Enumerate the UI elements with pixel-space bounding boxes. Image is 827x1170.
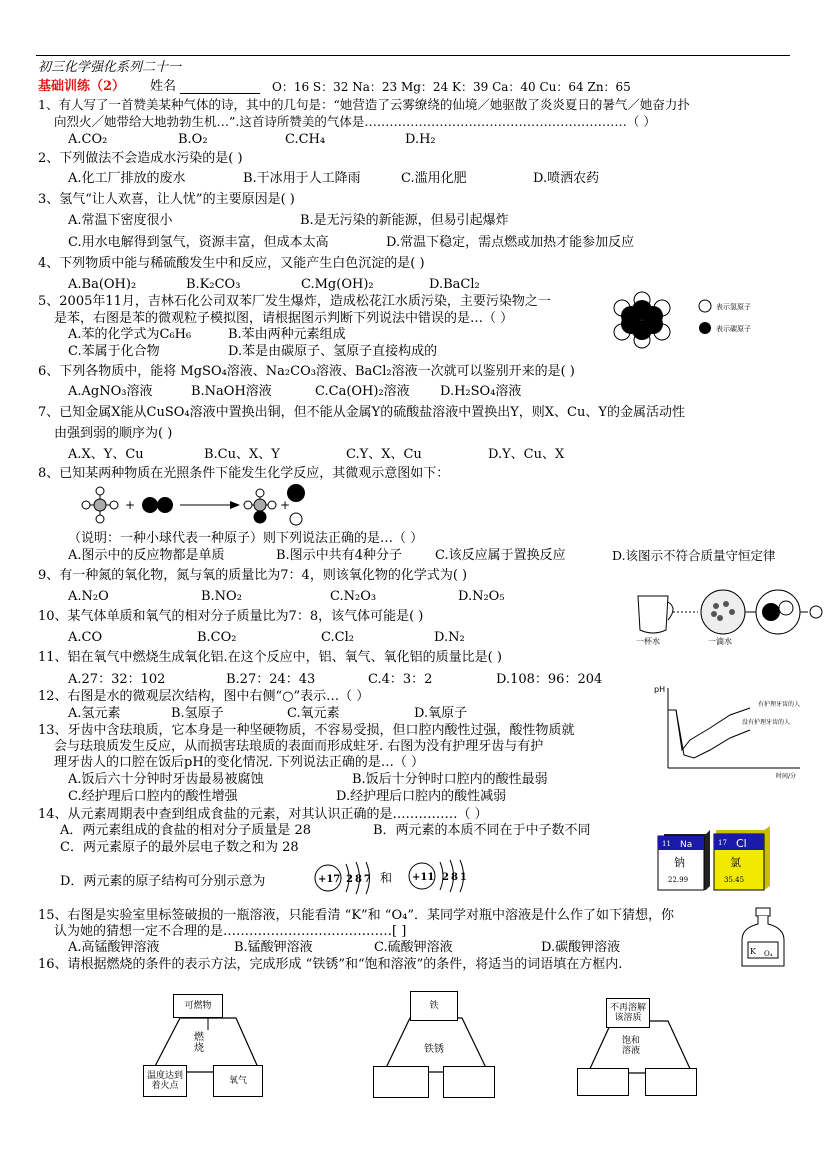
d2-right-box[interactable] [443,1066,495,1098]
and-label: 和 [380,871,393,885]
bottle-label-o4: O₄ [764,950,773,958]
periodic-table-figure [656,826,774,892]
q12-option-a[interactable]: A.氢元素 [68,706,121,721]
q9-stem: 9、有一种氮的氧化物，氮与氧的质量比为7：4，则该氧化物的化学式为( ) [38,568,468,583]
na-symbol: Na [680,840,693,850]
q8-option-b[interactable]: B.图示中共有4种分子 [276,548,402,563]
q1-option-c[interactable]: C.CH₄ [285,132,326,147]
cl-number: 17 [718,839,727,847]
legend-c-label: 表示碳原子 [716,325,751,333]
series-with-care [668,708,750,750]
q4-option-a[interactable]: A.Ba(OH)₂ [68,277,137,292]
q14-option-d[interactable]: D．两元素的原子结构可分别示意为 [60,874,266,889]
q2-option-a[interactable]: A.化工厂排放的废水 [68,171,186,186]
q9-option-b[interactable]: B.NO₂ [201,589,242,604]
q1-option-b[interactable]: B.O₂ [178,132,208,147]
q14-option-c[interactable]: C．两元素原子的最外层电子数之和为 28 [60,840,299,855]
d3-right-box[interactable] [645,1068,697,1096]
bottle-label-k: K [750,947,756,956]
drop-label: 一滴水 [708,637,732,646]
reagent-bottle-figure [738,906,788,970]
q1-line2: 向烈火／她带给大地勃勃生机…”.这首诗所赞美的气体是………………………………………………………（ ） [54,114,656,129]
q7-option-b[interactable]: B.Cu、X、Y [204,447,280,462]
q1-option-d[interactable]: D.H₂ [405,132,436,147]
q13-option-c[interactable]: C.经护理后口腔内的酸性增强 [68,789,238,804]
q4-option-b[interactable]: B.K₂CO₃ [186,277,241,292]
q6-option-d[interactable]: D.H₂SO₄溶液 [440,384,522,399]
q13-line3: 理牙齿人的口腔在饭后pH的变化情况. 下列说法正确的是…（ ） [54,755,425,770]
q13-option-a[interactable]: A.饭后六十分钟时牙齿最易被腐蚀 [68,772,264,787]
q2-option-d[interactable]: D.喷洒农药 [533,171,600,186]
q6-stem: 6、下列各物质中，能将 MgSO₄溶液、Na₂CO₃溶液、BaCl₂溶液一次就可以鉴别开来的是( ) [38,364,575,379]
q14-option-b[interactable]: B．两元素的本质不同在于中子数不同 [373,823,591,838]
d2-center-label: 铁锈 [424,1044,444,1055]
series-a-label: 有护理牙齿的人 [758,701,801,708]
atom-structure-figure [310,858,480,898]
q6-option-b[interactable]: B.NaOH溶液 [191,384,272,399]
cl-mass: 35.45 [724,876,745,884]
q13-line1: 13、牙齿中含珐琅质，它本身是一种坚硬物质，不容易受损，但口腔内酸性过强，酸性物质就 [38,723,575,738]
d3-top-box: 不再溶解该溶质 [606,998,650,1028]
q8-option-c[interactable]: C.该反应属于置换反应 [435,548,566,563]
q3-option-b[interactable]: B.是无污染的新能源，但易引起爆炸 [300,213,509,228]
q13-option-b[interactable]: B.饭后十分钟时口腔内的酸性最弱 [352,772,548,787]
q4-option-d[interactable]: D.BaCl₂ [429,277,480,292]
q3-stem: 3、氢气“让人欢喜，让人忧”的主要原因是( ) [38,192,295,207]
q3-option-a[interactable]: A.常温下密度很小 [68,213,173,228]
q8-stem: 8、已知某两种物质在光照条件下能发生化学反应，其微观示意图如下： [38,466,450,481]
q12-option-c[interactable]: C.氧元素 [287,706,340,721]
q11-option-d[interactable]: D.108：96：204 [496,672,603,687]
q10-option-b[interactable]: B.CO₂ [197,630,237,645]
ph-axis-label: pH [654,685,666,694]
q4-stem: 4、下列物质中能与稀硫酸发生中和反应，又能产生白色沉淀的是( ) [38,256,425,271]
q12-option-d[interactable]: D.氧原子 [414,706,468,721]
d1-right-box: 氧气 [213,1065,263,1097]
cup-label: 一杯水 [636,637,660,646]
na-mass: 22.99 [668,876,689,884]
q14-stem: 14、从元素周期表中查到组成食盐的元素，对其认识正确的是……………（ ） [38,807,488,822]
q11-stem: 11、铝在氧气中燃烧生成氧化铝.在这个反应中，铝、氧气、氧化铝的质量比是( ) [38,650,502,665]
header-rule [36,55,790,56]
carbon-legend-icon [699,322,711,334]
q2-option-c[interactable]: C.滥用化肥 [401,171,467,186]
q15-line2: 认为她的猜想一定不合理的是…………………………………[ ] [54,924,407,939]
time-axis-label: 时间/分 [776,773,797,780]
q8-option-a[interactable]: A.图示中的反应物都是单质 [68,548,225,563]
q5-option-b[interactable]: B.苯由两种元素组成 [228,327,346,342]
q16-stem: 16、请根据燃烧的条件的表示方法，完成形成 “铁锈”和“饱和溶液”的条件，将适当的词语填在方框内. [38,957,623,972]
q12-option-b[interactable]: B.氢原子 [171,706,224,721]
d1-center-label: 燃烧 [194,1032,204,1054]
q12-stem: 12、右图是水的微观层次结构，图中右侧“○”表示…（ ） [38,689,370,704]
cl-symbol: Cl [736,837,747,850]
q9-option-a[interactable]: A.N₂O [68,589,109,604]
q7-line2: 由强到弱的顺序为( ) [54,426,173,441]
q6-option-a[interactable]: A.AgNO₃溶液 [68,384,153,399]
q9-option-d[interactable]: D.N₂O₅ [458,589,505,604]
q11-option-b[interactable]: B.27：24：43 [226,672,316,687]
q13-line2: 会与珐琅质发生反应，从而损害珐琅质的表面而形成蛀牙. 右图为没有护理牙齿与有护 [54,739,544,754]
q7-option-c[interactable]: C.Y、X、Cu [346,447,422,462]
na-nucleus: +11 [412,872,435,883]
q11-option-c[interactable]: C.4：3：2 [368,672,433,687]
q15-option-d[interactable]: D.碳酸钾溶液 [541,940,621,955]
q7-line1: 7、已知金属X能从CuSO₄溶液中置换出铜，但不能从金属Y的硫酸盐溶液中置换出Y，则X、Cu、Y的金属活动性 [38,405,685,420]
d2-left-box[interactable] [373,1066,429,1098]
water-structure-figure [628,578,823,646]
na-number: 11 [662,840,671,848]
cl-shells: 287 [346,874,373,885]
hydrogen-legend-icon [699,300,711,312]
q15-option-b[interactable]: B.锰酸钾溶液 [234,940,313,955]
q15-line1: 15、右图是实验室里标签破损的一瓶溶液，只能看清 “K”和 “O₄”．某同学对瓶中溶液是什么作了如下猜想，你 [38,908,674,923]
series-without-care [668,710,750,758]
q15-option-a[interactable]: A.高锰酸钾溶液 [68,940,160,955]
q8-option-d[interactable]: D.该图示不符合质量守恒定律 [612,548,776,563]
ph-chart [650,680,815,780]
series-b-label: 没有护理牙齿的人 [742,719,791,726]
q7-option-a[interactable]: A.X、Y、Cu [68,447,144,462]
q3-option-d[interactable]: D.常温下稳定，需点燃或加热才能参加反应 [386,235,635,250]
q1-option-a[interactable]: A.CO₂ [68,132,108,147]
q8-note: （说明：一种小球代表一种原子）则下列说法正确的是…（ ） [68,531,424,546]
q6-option-c[interactable]: C.Ca(OH)₂溶液 [315,384,410,399]
d3-center-label: 饱和溶液 [621,1036,640,1056]
reaction-diagram [70,483,330,529]
na-name: 钠 [674,856,685,869]
cl-name: 氯 [730,856,741,869]
na-shells: 281 [442,872,469,883]
q13-option-d[interactable]: D.经护理后口腔内的酸性减弱 [336,789,507,804]
q11-option-a[interactable]: A.27：32：102 [68,672,166,687]
d1-top-box: 可燃物 [173,994,223,1018]
benzene-model-figure [600,290,800,350]
q14-option-a[interactable]: A．两元素组成的食盐的相对分子质量是 28 [60,823,312,838]
q2-stem: 2、下列做法不会造成水污染的是( ) [38,151,243,166]
q5-option-c[interactable]: C.苯属于化合物 [68,344,160,359]
svg-text:+: + [280,498,291,512]
name-blank[interactable] [180,93,260,94]
q10-option-a[interactable]: A.CO [68,630,103,645]
cl-nucleus: +17 [318,874,341,885]
section-title: 基础训练（2） [38,79,126,94]
q2-option-b[interactable]: B.干冰用于人工降雨 [243,171,361,186]
q9-option-c[interactable]: C.N₂O₃ [330,589,377,604]
q10-option-c[interactable]: C.Cl₂ [321,630,354,645]
q5-line1: 5、2005年11月，吉林石化公司双苯厂发生爆炸，造成松花江水质污染，主要污染物之一 [38,294,551,309]
q10-stem: 10、某气体单质和氧气的相对分子质量比为7：8，该气体可能是( ) [38,609,424,624]
d3-left-box[interactable] [577,1068,629,1096]
q5-line2: 是苯，右图是苯的微观粒子模拟图，请根据图示判断下列说法中错误的是…（ ） [54,311,514,326]
series-title: 初三化学强化系列二十一 [38,60,182,75]
svg-text:+: + [125,498,136,512]
q1-line1: 1、有人写了一首赞美某种气体的诗，其中的几句是：“她营造了云雾缭绕的仙境／她驱散了炎炎夏日的暑气／她奋力扑 [38,97,690,112]
d1-left-box: 温度达到着火点 [143,1065,187,1097]
q3-option-c[interactable]: C.用水电解得到氢气，资源丰富，但成本太高 [68,235,329,250]
q10-option-d[interactable]: D.N₂ [434,630,465,645]
legend-h-label: 表示氢原子 [716,303,751,311]
name-label: 姓名 [150,79,177,94]
atomic-masses: O：16 S：32 Na：23 Mg：24 K：39 Ca：40 Cu：64 Zn：65 [272,80,631,94]
q5-option-a[interactable]: A.苯的化学式为C₆H₆ [68,327,192,342]
q5-option-d[interactable]: D.苯是由碳原子、氢原子直接构成的 [228,344,438,359]
q15-option-c[interactable]: C.硫酸钾溶液 [374,940,453,955]
q7-option-d[interactable]: D.Y、Cu、X [488,447,565,462]
d2-top-box: 铁 [410,991,458,1021]
q4-option-c[interactable]: C.Mg(OH)₂ [301,277,374,292]
